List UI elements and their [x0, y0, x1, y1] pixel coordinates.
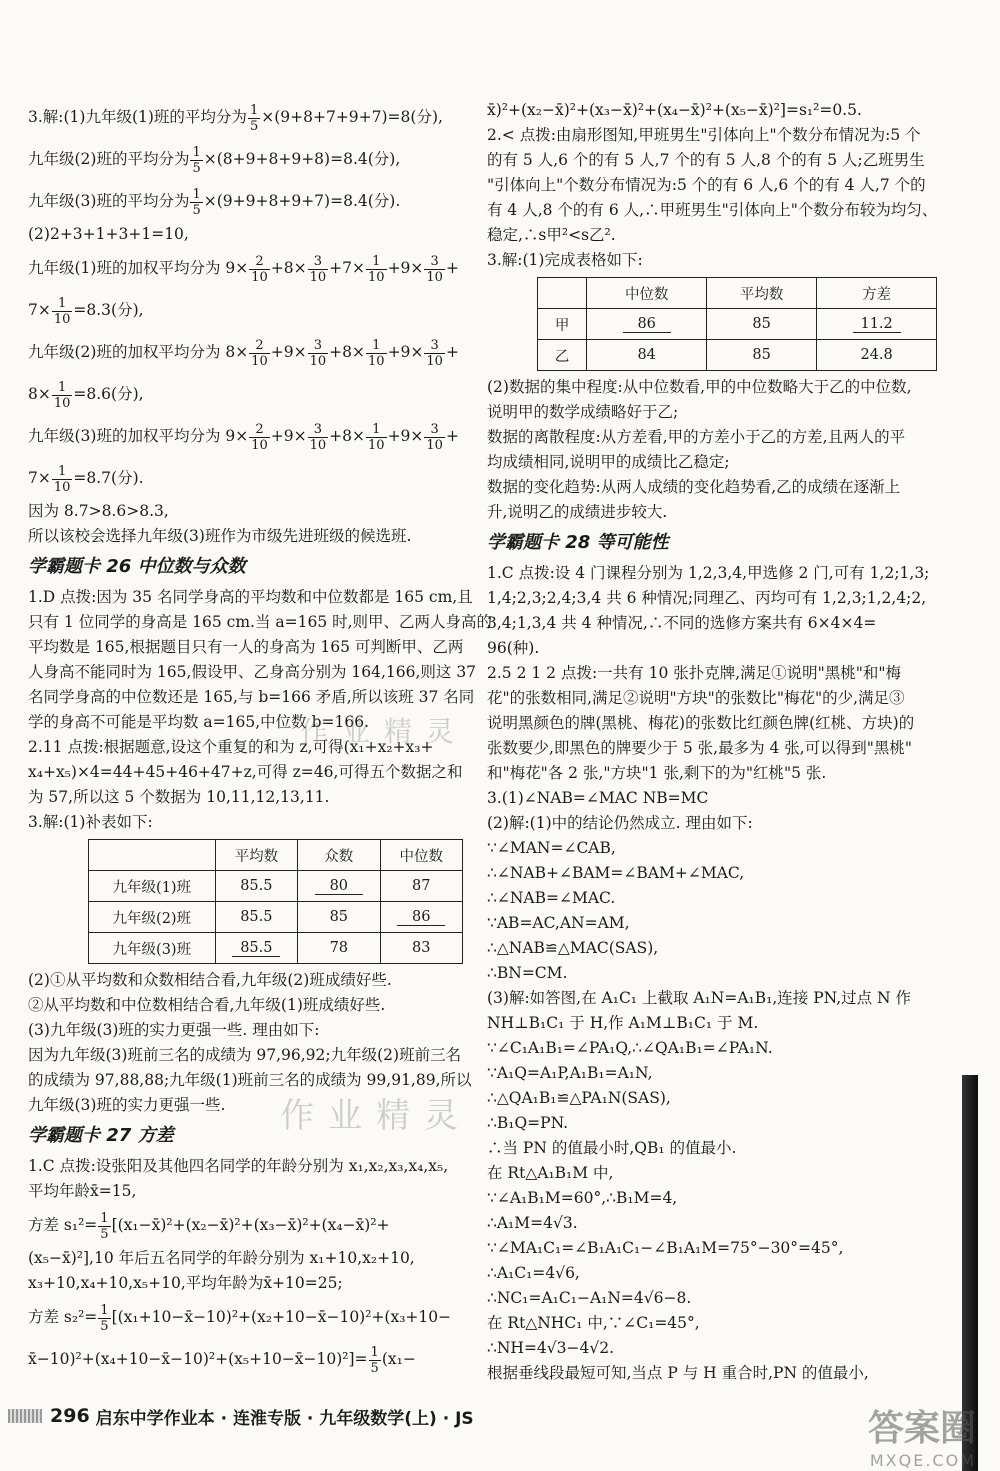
table-row: 九年级(1)班 85.5 80 87	[89, 871, 463, 902]
table-row: 甲 86 85 11.2	[538, 309, 937, 340]
text-line: ∴∠NAB=∠MAC.	[487, 889, 616, 907]
text-line: 稳定,∴s甲²<s乙².	[487, 226, 616, 244]
text-line: 和"梅花"各 2 张,"方块"1 张,剩下的为"红桃"5 张.	[487, 764, 827, 782]
table-row: 九年级(3)班 85.5 78 83	[89, 933, 463, 964]
text-line: ∵∠C₁A₁B₁=∠PA₁Q,∴∠QA₁B₁=∠PA₁N.	[487, 1039, 773, 1057]
text-line: 九年级(3)班的平均分为 $\frac{1}{5}$ ×(9+9+8+9+7)=8.4(分).	[28, 186, 401, 218]
watermark-text: 作业精灵	[300, 715, 469, 748]
text-line: 因为 8.7>8.6>8.3,	[28, 502, 169, 520]
text-line: 7× $\frac{1}{10}$ =8.3(分),	[28, 295, 144, 327]
fraction: $\frac{1}{5}$	[192, 186, 201, 218]
table-header-row: 平均数 众数 中位数	[89, 840, 463, 871]
text-line: ∴NC₁=A₁C₁−A₁N=4√6−8.	[487, 1289, 692, 1307]
text-line: 数据的变化趋势:从两人成绩的变化趋势看,乙的成绩在逐渐上	[487, 478, 901, 496]
text-line: ∴A₁M=4√3.	[487, 1214, 578, 1232]
filled-answer: 86	[397, 909, 445, 926]
text-line: x̄−10)²+(x₄+10−x̄−10)²+(x₅+10−x̄−10)²]= $\frac{1}{5}$ (x₁−	[28, 1344, 416, 1376]
right-column	[487, 98, 947, 1386]
text-line: 的有 5 人,6 个的有 5 人,7 个的有 5 人,8 个的有 5 人;乙班男生	[487, 151, 925, 169]
text-line: 均成绩相同,说明甲的成绩比乙稳定;	[487, 453, 730, 471]
text-line: 学的身高不可能是平均数 a=165,中位数 b=166.	[28, 713, 370, 731]
text-line: ∵∠MAN=∠CAB,	[487, 839, 616, 857]
text-line: 九年级(2)班的加权平均分为 8× $\frac{2}{10}$ +9× $\frac{3}{10}$ +8× $\frac{1}{10}$ +9× $\frac{3}{10}$ +	[28, 337, 459, 369]
text-line: ∴当 PN 的值最小时,QB₁ 的值最小.	[487, 1139, 737, 1157]
barcode-icon	[8, 1409, 42, 1423]
text-line: 3,4;1,3,4 共 4 种情况,∴不同的选修方案共有 6×4×4=	[487, 614, 877, 632]
text-line: (2)解:(1)中的结论仍然成立. 理由如下:	[487, 814, 753, 832]
text-line: 说明黑颜色的牌(黑桃、梅花)的张数比红颜色牌(红桃、方块)的	[487, 714, 915, 732]
table-header-row: 中位数 平均数 方差	[538, 278, 937, 309]
text-line: 8× $\frac{1}{10}$ =8.6(分),	[28, 379, 144, 411]
text-line: 1.D 点拨:因为 35 名同学身高的平均数和中位数都是 165 cm,且	[28, 588, 473, 606]
page-number: 296	[50, 1405, 90, 1427]
text-line: ∴A₁C₁=4√6,	[487, 1264, 580, 1282]
text-line: 九年级(1)班的加权平均分为 9× $\frac{2}{10}$ +8× $\frac{3}{10}$ +7× $\frac{1}{10}$ +9× $\frac{3}{10}$ +	[28, 253, 459, 285]
text-line: x₄+x₅)×4=44+45+46+47+z,可得 z=46,可得五个数据之和	[28, 763, 463, 781]
text-line: 方差 s₂²= $\frac{1}{5}$ [(x₁+10−x̄−10)²+(x₂+10−x̄−10)²+(x₃+10−	[28, 1302, 452, 1334]
text-line: (3)解:如答图,在 A₁C₁ 上截取 A₁N=A₁B₁,连接 PN,过点 N 作	[487, 989, 912, 1007]
text-line: 只有 1 位同学的身高是 165 cm.当 a=165 时,则甲、乙两人身高的	[28, 613, 493, 631]
filled-answer: 86	[623, 316, 671, 333]
book-title: 启东中学作业本 · 连淮专版 · 九年级数学(上) · JS	[95, 1408, 474, 1429]
text-line: 九年级(2)班的平均分为 $\frac{1}{5}$ ×(8+9+8+9+8)=8.4(分),	[28, 144, 401, 176]
table-row: 乙 84 85 24.8	[538, 340, 937, 371]
text-line: (2)2+3+1+3+1=10,	[28, 225, 189, 243]
filled-answer: 80	[315, 878, 363, 895]
text-line: 1.C 点拨:设张阳及其他四名同学的年龄分别为 x₁,x₂,x₃,x₄,x₅,	[28, 1157, 449, 1175]
text-line: 花"的张数相同,满足②说明"方块"的张数比"梅花"的少,满足③	[487, 689, 905, 707]
text-line: 因为九年级(3)班前三名的成绩为 97,96,92;九年级(2)班前三名	[28, 1046, 462, 1064]
text-line: 2.5 2 1 2 点拨:一共有 10 张扑克牌,满足①说明"黑桃"和"梅	[487, 664, 902, 682]
text-line: 九年级(3)班的加权平均分为 9× $\frac{2}{10}$ +9× $\frac{3}{10}$ +8× $\frac{1}{10}$ +9× $\frac{3}{10}$ +	[28, 421, 459, 453]
text-line: ∴△QA₁B₁≌△PA₁N(SAS),	[487, 1089, 671, 1107]
text-line: ∴B₁Q=PN.	[487, 1114, 569, 1132]
page-footer	[8, 1400, 474, 1432]
text-line: NH⊥B₁C₁ 于 H,作 A₁M⊥B₁C₁ 于 M.	[487, 1014, 759, 1032]
text-line: 1,4;2,3;2,4;3,4 共 6 种情况;同理乙、丙均可有 1,2,3;1,2,4;2,	[487, 589, 927, 607]
text-line: ∵∠A₁B₁M=60°,∴B₁M=4,	[487, 1189, 678, 1207]
fraction: $\frac{1}{5}$	[249, 102, 259, 134]
section-heading-27: 学霸题卡 27 方差	[28, 1125, 174, 1146]
text-line: 3.(1)∠NAB=∠MAC NB=MC	[487, 789, 709, 807]
text-line: 2.11 点拨:根据题意,设这个重复的和为 z,可得(x₁+x₂+x₃+	[28, 738, 434, 756]
text-line: ∴BN=CM.	[487, 964, 568, 982]
text-line: 3.解:(1)九年级(1)班的平均分为 $\frac{1}{5}$ ×(9+8+7+9+7)=8(分),	[28, 102, 443, 134]
text-line: 所以该校会选择九年级(3)班作为市级先进班级的候选班.	[28, 527, 412, 545]
text-line: 平均年龄x̄=15,	[28, 1182, 137, 1200]
text-line: 九年级(3)班的实力更强一些.	[28, 1096, 226, 1114]
text-line: 3.解:(1)补表如下:	[28, 813, 153, 831]
text-line: "引体向上"个数分布情况为:5 个的有 6 人,6 个的有 4 人,7 个的	[487, 176, 926, 194]
text-line: (3)九年级(3)班的实力更强一些. 理由如下:	[28, 1021, 320, 1039]
text-line: 1.C 点拨:设 4 门课程分别为 1,2,3,4,甲选修 2 门,可有 1,2;1,3;	[487, 564, 930, 582]
text-line: ∵A₁Q=A₁P,A₁B₁=A₁N,	[487, 1064, 653, 1082]
text-line: 在 Rt△A₁B₁M 中,	[487, 1164, 614, 1182]
text-line: 2.< 点拨:由扇形图知,甲班男生"引体向上"个数分布情况为:5 个	[487, 126, 921, 144]
text-line: 说明甲的数学成绩略好于乙;	[487, 403, 679, 421]
watermark-text: 作业精灵	[280, 1096, 472, 1136]
text-line: 人身高不能同时为 165,假设甲、乙身高分别为 164,166,则这 37	[28, 663, 477, 681]
text-line: 数据的离散程度:从方差看,甲的方差小于乙的方差,且两人的平	[487, 428, 906, 446]
text-line: 在 Rt△NHC₁ 中,∵∠C₁=45°,	[487, 1314, 700, 1332]
text-line: ∴NH=4√3−4√2.	[487, 1339, 615, 1357]
text-line: 的成绩为 97,88,88;九年级(1)班前三名的成绩为 99,91,89,所以	[28, 1071, 472, 1089]
text-line: 有 4 人,8 个的有 6 人,∴甲班男生"引体向上"个数分布较为均匀、	[487, 201, 938, 219]
text-line: 平均数是 165,根据题目只有一人的身高为 165 可判断甲、乙两	[28, 638, 464, 656]
text-line: (x₅−x̄)²],10 年后五名同学的年龄分别为 x₁+10,x₂+10,	[28, 1249, 415, 1267]
text-line: 3.解:(1)完成表格如下:	[487, 251, 643, 269]
filled-answer: 85.5	[232, 940, 280, 957]
text-line: ∴∠NAB+∠BAM=∠BAM+∠MAC,	[487, 864, 745, 882]
text-line: ∵∠MA₁C₁=∠B₁A₁C₁−∠B₁A₁M=75°−30°=45°,	[487, 1239, 844, 1257]
text-line: 张数要少,即黑色的牌要少于 5 张,最多为 4 张,可以得到"黑桃"	[487, 739, 912, 757]
text-line: ∵AB=AC,AN=AM,	[487, 914, 630, 932]
text-line: 名同学身高的中位数还是 165,与 b=166 矛盾,所以该班 37 名同	[28, 688, 475, 706]
fraction: $\frac{1}{5}$	[192, 144, 201, 176]
text-line: 升,说明乙的成绩进步较大.	[487, 503, 668, 521]
text-line: 方差 s₁²= $\frac{1}{5}$ [(x₁−x̄)²+(x₂−x̄)²+(x₃−x̄)²+(x₄−x̄)²+	[28, 1210, 390, 1242]
section-heading-28: 学霸题卡 28 等可能性	[487, 532, 669, 553]
text-line: (2)数据的集中程度:从中位数看,甲的中位数略大于乙的中位数,	[487, 378, 912, 396]
text-line: 为 57,所以这 5 个数据为 10,11,12,13,11.	[28, 788, 330, 806]
text-line: (2)①从平均数和众数相结合看,九年级(2)班成绩好些.	[28, 971, 392, 989]
text-line: 7× $\frac{1}{10}$ =8.7(分).	[28, 463, 144, 495]
text-line: ②从平均数和中位数相结合看,九年级(1)班成绩好些.	[28, 996, 386, 1014]
text-line: ∴△NAB≌△MAC(SAS),	[487, 939, 659, 957]
text-line: 根据垂线段最短可知,当点 P 与 H 重合时,PN 的值最小,	[487, 1364, 869, 1382]
score-stats-table	[537, 277, 937, 371]
text-line: x₃+10,x₄+10,x₅+10,平均年龄为x̄+10=25;	[28, 1274, 343, 1292]
corner-watermark: 答案圈 MXQE.COM	[867, 1408, 976, 1470]
class-stats-table	[88, 839, 463, 964]
section-heading-26: 学霸题卡 26 中位数与众数	[28, 556, 246, 577]
filled-answer: 11.2	[853, 316, 901, 333]
text-line: 96(种).	[487, 639, 540, 657]
table-row: 九年级(2)班 85.5 85 86	[89, 902, 463, 933]
text-line: x̄)²+(x₂−x̄)²+(x₃−x̄)²+(x₄−x̄)²+(x₅−x̄)²]=s₁²=0.5.	[487, 101, 862, 119]
